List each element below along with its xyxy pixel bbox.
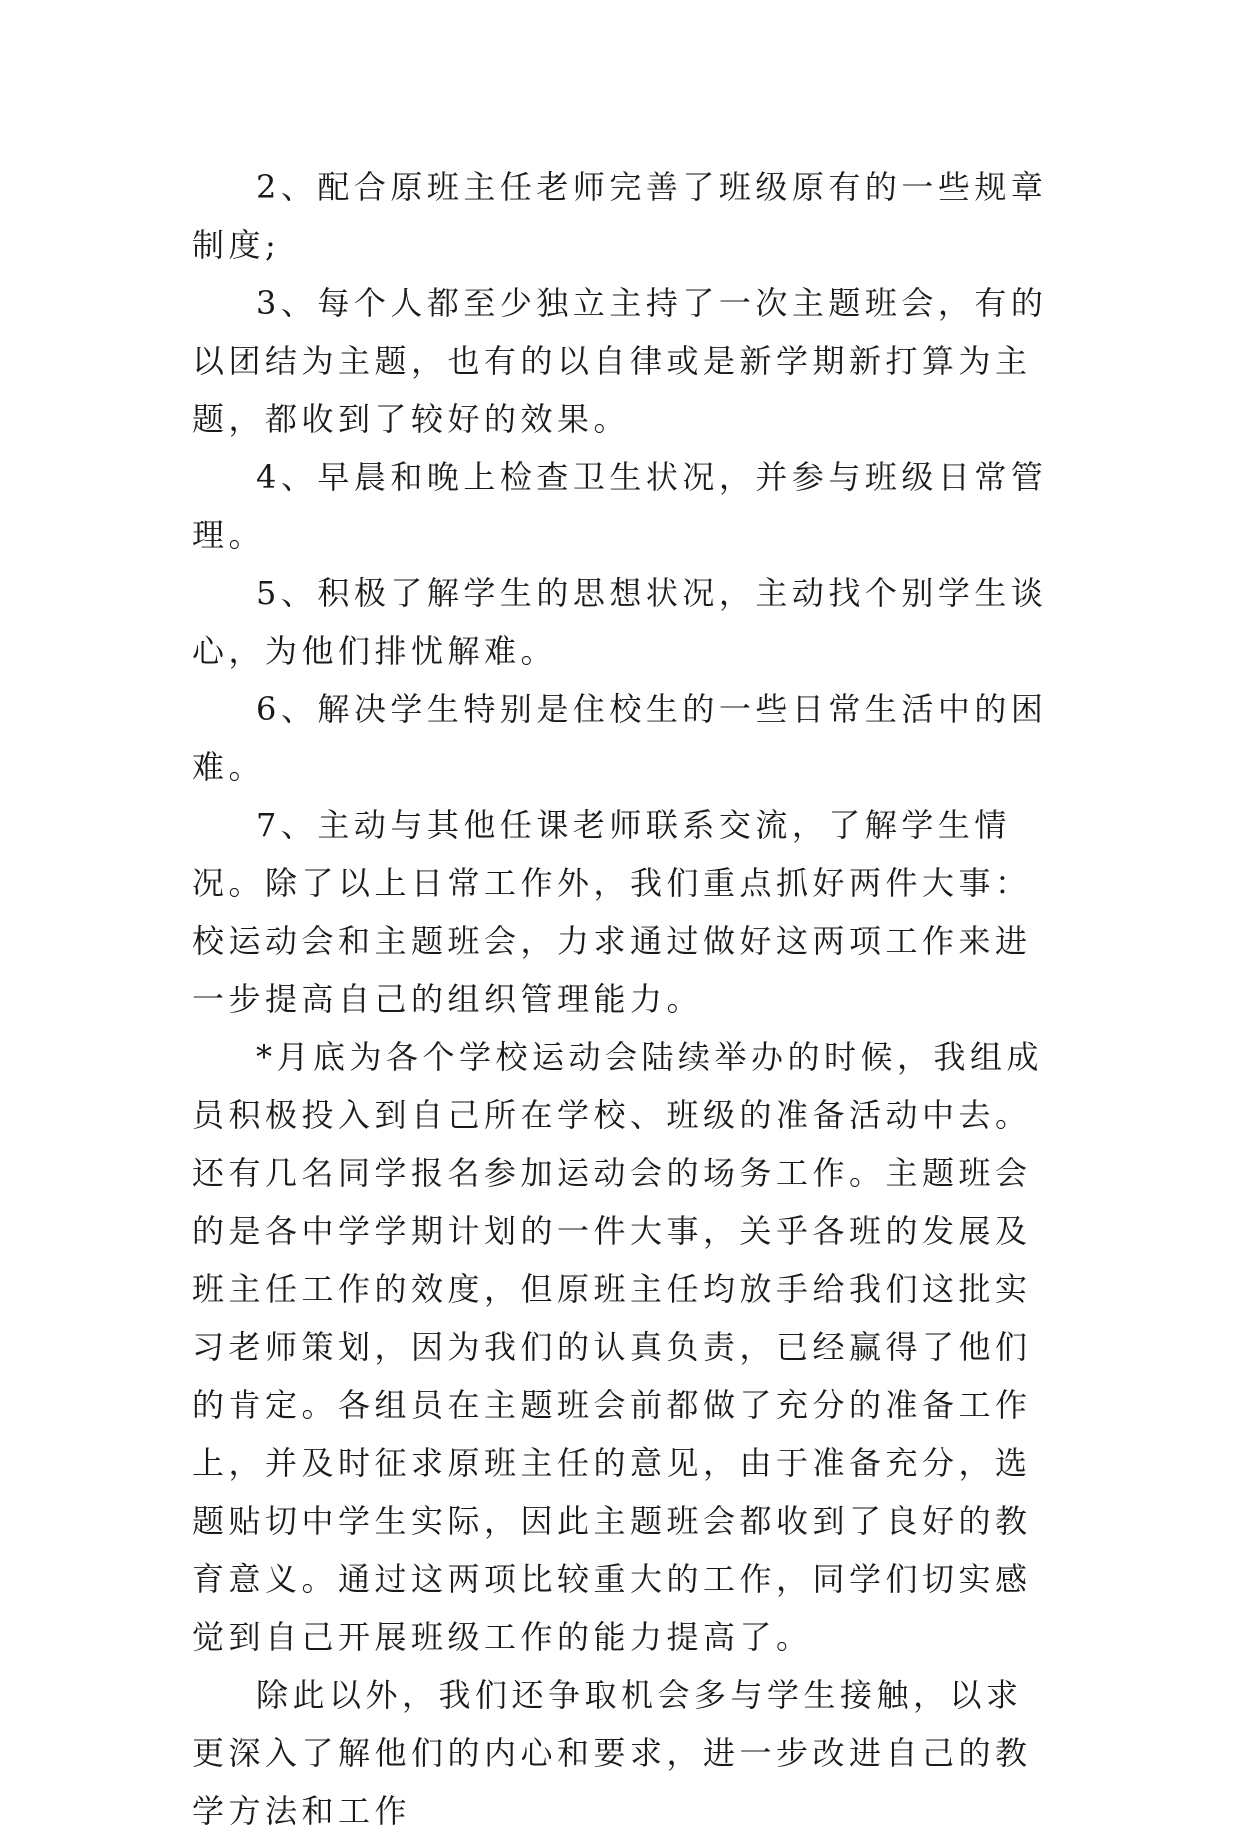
paragraph-item-6: 6、解决学生特别是住校生的一些日常生活中的困难。: [192, 690, 1048, 786]
paragraph-item-7: 7、主动与其他任课老师联系交流，了解学生情况。除了以上日常工作外，我们重点抓好两件大事：校运动会和主题班会，力求通过做好这两项工作来进一步提高自己的组织管理能力。: [192, 806, 1032, 1018]
paragraph-sports-meet: *月底为各个学校运动会陆续举办的时候，我组成员积极投入到自己所在学校、班级的准备活动中去。还有几名同学报名参加运动会的场务工作。主题班会的是各中学学期计划的一件大事，关乎各班的发展及班主任工作的效度，但原班主任均放手给我们这批实习老师策划，因为我们的认真负责，已经赢得了他们的肯定。各组员在主题班会前都做了充分的准备工作上，并及时征求原班主任的意见，由于准备充分，选题贴切中学生实际，因此主题班会都收到了良好的教育意义。通过这两项比较重大的工作，同学们切实感觉到自己开展班级工作的能力提高了。: [192, 1038, 1044, 1656]
paragraph-item-5: 5、积极了解学生的思想状况，主动找个别学生谈心，为他们排忧解难。: [192, 574, 1048, 670]
document-body: [192, 158, 1052, 1840]
paragraph-item-2: 2、配合原班主任老师完善了班级原有的一些规章制度;: [192, 168, 1048, 264]
paragraph-additional: 除此以外，我们还争取机会多与学生接触，以求更深入了解他们的内心和要求，进一步改进自己的教学方法和工作: [192, 1676, 1032, 1830]
paragraph-item-3: 3、每个人都至少独立主持了一次主题班会，有的以团结为主题，也有的以自律或是新学期新打算为主题，都收到了较好的效果。: [192, 284, 1048, 438]
paragraph-item-4: 4、早晨和晚上检查卫生状况，并参与班级日常管理。: [192, 458, 1048, 554]
